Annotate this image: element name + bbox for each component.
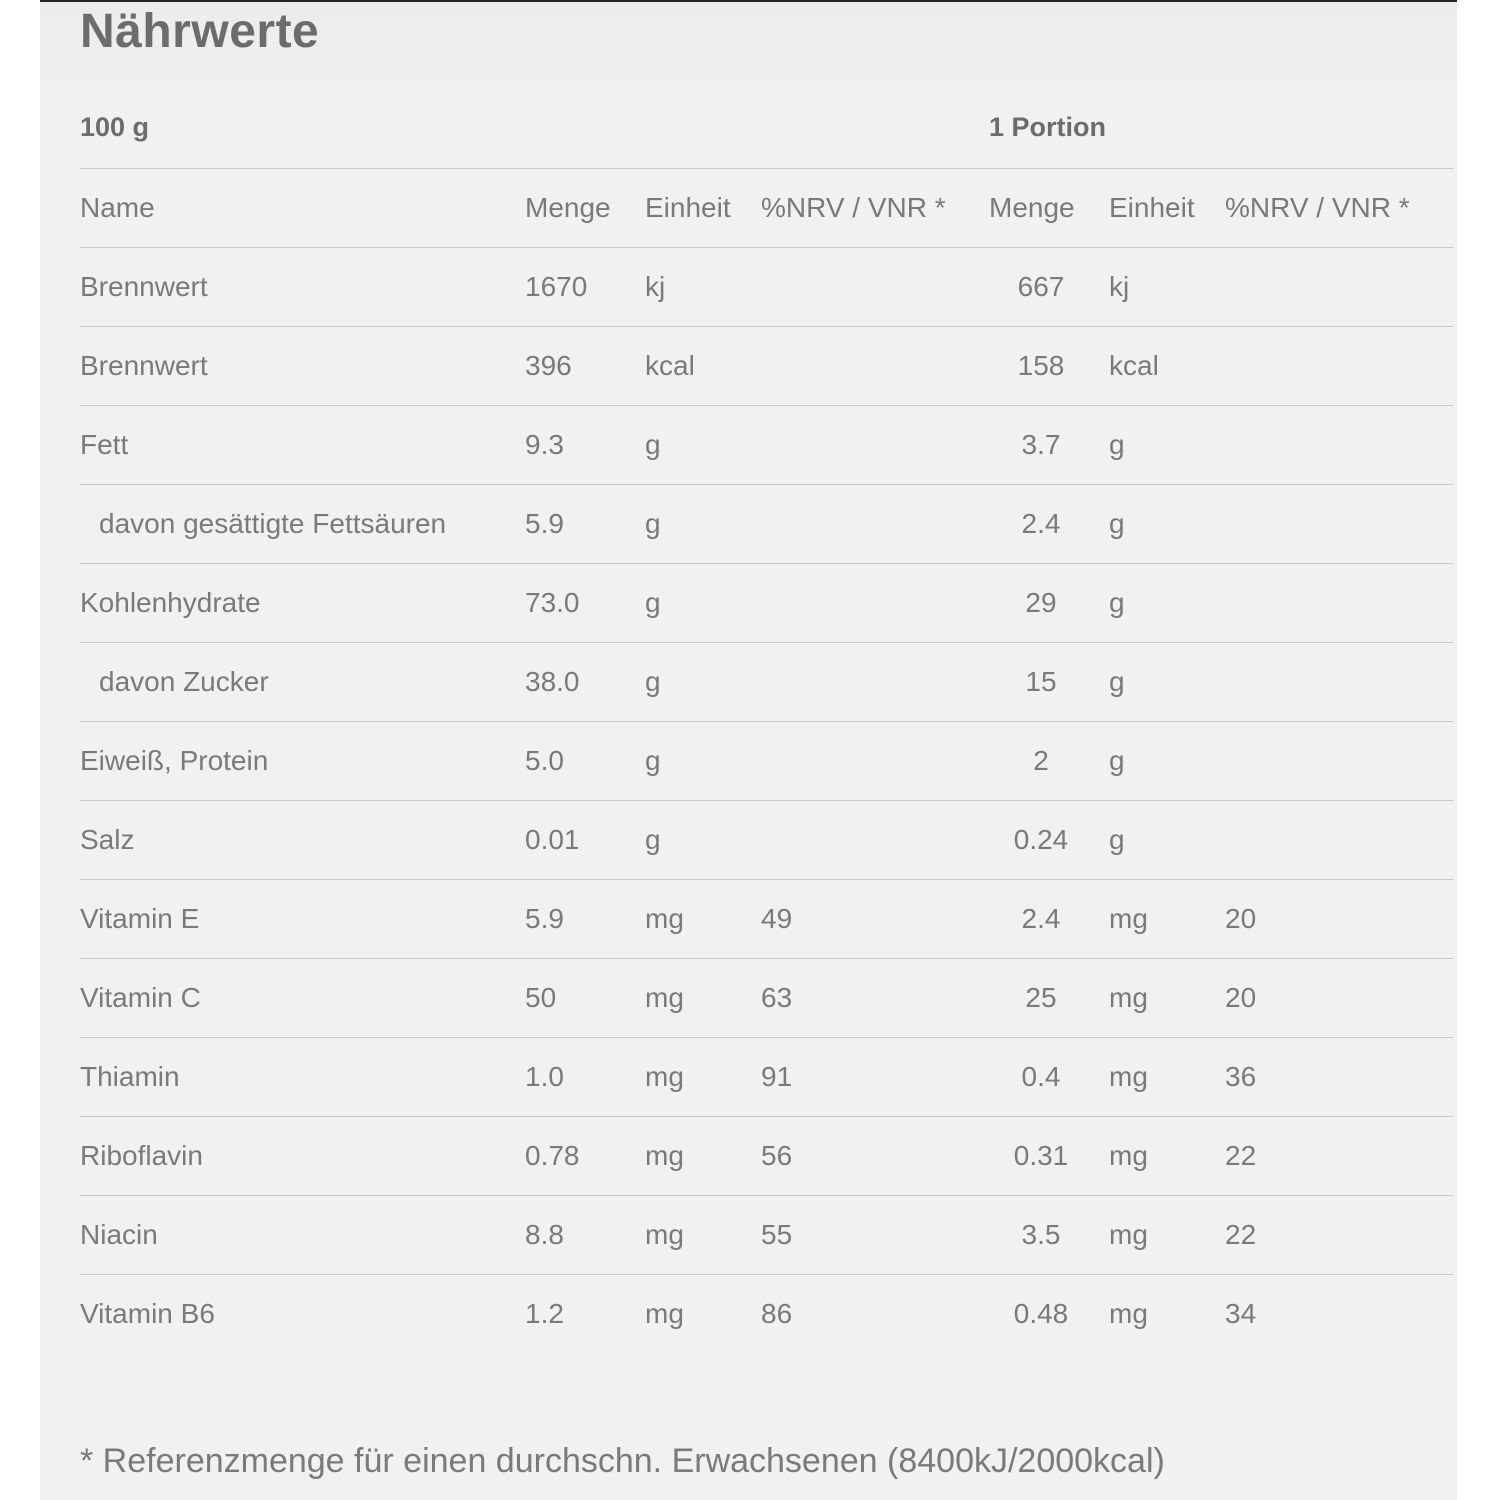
amount-portion: 3.5 [1021,1219,1061,1250]
amount-100g: 0.01 [525,824,580,855]
unit-100g: g [645,745,661,776]
unit-portion: kcal [1109,350,1159,381]
table-row [80,247,1453,326]
amount-100g: 5.9 [525,903,564,934]
amount-100g: 50 [525,982,557,1013]
nrv-portion: 20 [1225,903,1257,934]
amount-portion: 0.48 [1013,1298,1069,1329]
table-row [80,405,1453,484]
unit-portion: g [1109,587,1125,618]
column-header-nrv-portion: %NRV / VNR * [1225,192,1410,223]
amount-100g: 1.2 [525,1298,564,1329]
nrv-100g: 56 [761,1140,793,1171]
nutrient-name: Kohlenhydrate [80,587,261,618]
amount-portion: 0.4 [1021,1061,1061,1092]
nrv-100g: 49 [761,903,793,934]
table-row [80,484,1453,563]
nrv-100g: 55 [761,1219,793,1250]
unit-100g: g [645,666,661,697]
group-header-portion: 1 Portion [989,112,1107,142]
unit-100g: kj [645,271,666,302]
column-header-menge-portion: Menge [989,192,1075,223]
unit-100g: g [645,824,661,855]
nrv-100g: 86 [761,1298,793,1329]
table-row [80,958,1453,1037]
amount-portion: 2.4 [1021,508,1061,539]
nrv-portion: 22 [1225,1219,1257,1250]
column-header-name: Name [80,192,155,223]
unit-100g: mg [645,1219,684,1250]
nutrient-name: Riboflavin [80,1140,203,1171]
table-row [80,1195,1453,1274]
unit-100g: mg [645,1298,684,1329]
nutrient-name: Fett [80,429,129,460]
unit-portion: g [1109,745,1125,776]
table-row [80,326,1453,405]
nutrient-name: Vitamin B6 [80,1298,215,1329]
amount-100g: 73.0 [525,587,580,618]
amount-100g: 396 [525,350,572,381]
unit-portion: mg [1109,1298,1148,1329]
unit-portion: mg [1109,1219,1148,1250]
unit-portion: kj [1109,271,1130,302]
nrv-100g: 91 [761,1061,793,1092]
nutrient-name: davon Zucker [99,666,269,697]
column-header-menge: Menge [525,192,611,223]
table-row [80,800,1453,879]
unit-100g: mg [645,1061,684,1092]
amount-100g: 1.0 [525,1061,564,1092]
unit-portion: mg [1109,903,1148,934]
table-header-row [80,168,1453,247]
amount-portion: 25 [1025,982,1057,1013]
amount-portion: 667 [1017,271,1065,302]
nutrient-name: Vitamin E [80,903,200,934]
table-row [80,1274,1453,1353]
nutrient-name: Brennwert [80,350,208,381]
nutrition-panel [40,0,1457,1500]
unit-100g: g [645,429,661,460]
amount-portion: 0.24 [1013,824,1069,855]
amount-portion: 2 [1033,745,1049,776]
column-header-einheit-portion: Einheit [1109,192,1195,223]
unit-100g: mg [645,982,684,1013]
amount-portion: 2.4 [1021,903,1061,934]
nutrient-name: Thiamin [80,1061,180,1092]
column-header-nrv: %NRV / VNR * [761,192,946,223]
group-header-100g: 100 g [80,112,150,142]
column-header-einheit: Einheit [645,192,731,223]
nutrient-name: davon gesättigte Fettsäuren [99,508,447,539]
amount-portion: 29 [1025,587,1057,618]
unit-portion: mg [1109,1140,1148,1171]
unit-portion: mg [1109,1061,1148,1092]
table-row [80,642,1453,721]
nutrient-name: Vitamin C [80,982,201,1013]
nutrient-name: Eiweiß, Protein [80,745,269,776]
footnote: * Referenzmenge für einen durchschn. Erwachsenen (8400kJ/2000kcal) [80,1442,1165,1480]
unit-portion: g [1109,429,1125,460]
unit-portion: g [1109,824,1125,855]
amount-portion: 158 [1017,350,1065,381]
amount-100g: 1670 [525,271,588,302]
nutrient-name: Salz [80,824,135,855]
table-row [80,721,1453,800]
unit-100g: kcal [645,350,695,381]
amount-portion: 0.31 [1013,1140,1069,1171]
amount-100g: 38.0 [525,666,580,697]
nrv-portion: 34 [1225,1298,1257,1329]
amount-portion: 15 [1025,666,1057,697]
unit-100g: mg [645,903,684,934]
amount-100g: 8.8 [525,1219,564,1250]
table-row [80,879,1453,958]
page-title: Nährwerte [80,5,320,58]
nrv-portion: 22 [1225,1140,1257,1171]
unit-portion: g [1109,666,1125,697]
unit-portion: mg [1109,982,1148,1013]
amount-100g: 5.9 [525,508,564,539]
unit-100g: mg [645,1140,684,1171]
unit-100g: g [645,508,661,539]
nutrient-name: Brennwert [80,271,208,302]
unit-portion: g [1109,508,1125,539]
nrv-100g: 63 [761,982,793,1013]
nutrition-table [80,168,1453,1353]
amount-100g: 5.0 [525,745,564,776]
table-row [80,1037,1453,1116]
nrv-portion: 36 [1225,1061,1257,1092]
table-row [80,563,1453,642]
amount-portion: 3.7 [1021,429,1061,460]
amount-100g: 9.3 [525,429,564,460]
amount-100g: 0.78 [525,1140,580,1171]
nrv-portion: 20 [1225,982,1257,1013]
table-row [80,1116,1453,1195]
nutrient-name: Niacin [80,1219,158,1250]
unit-100g: g [645,587,661,618]
